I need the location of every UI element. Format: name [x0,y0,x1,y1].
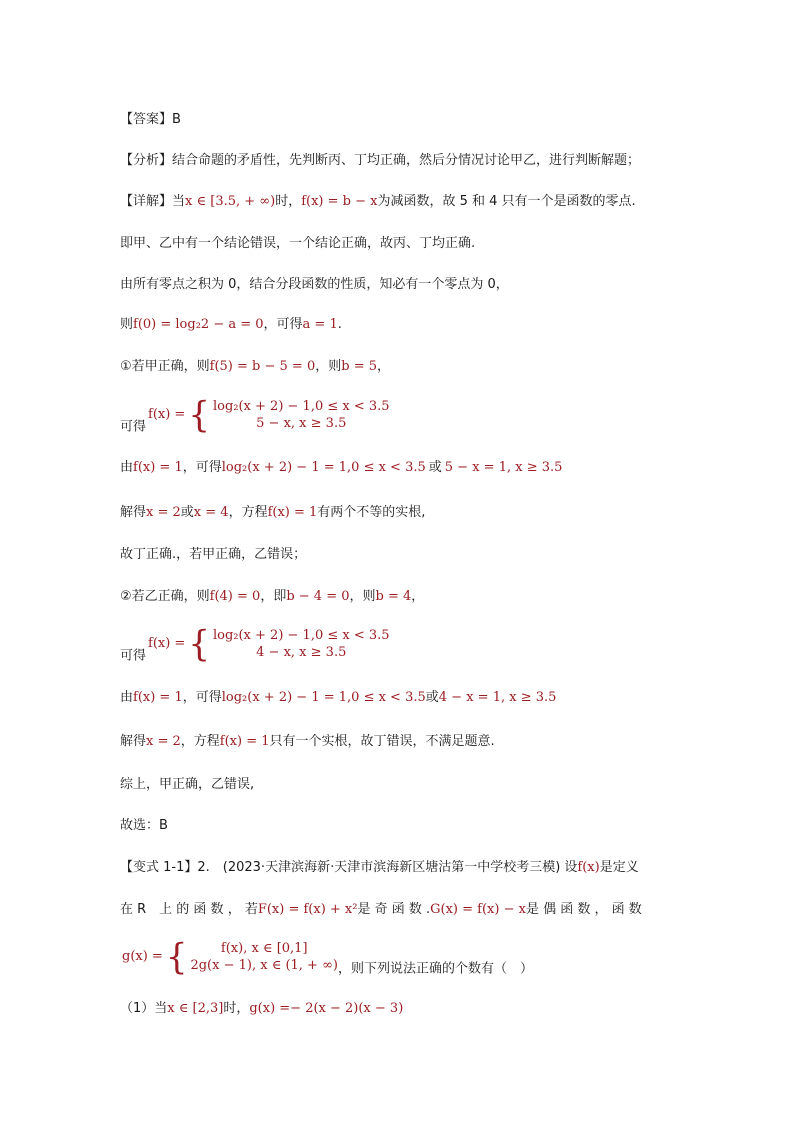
math: f(0) = log₂2 − a = 0 [133,317,264,332]
text: 是 奇 函 数 . [357,902,431,917]
math: g(x) =− 2(x − 2)(x − 3) [249,1001,404,1016]
piecewise-line [120,936,533,979]
text: 2. (2023·天津滨海新·天津市滨海新区塘沽第一中学校考三模) 设 [197,860,578,875]
math: 5 − x = 1, x ≥ 3.5 [444,460,563,475]
case-two-line [120,588,424,606]
text: 在 R 上 的 函 数 ， 若 [120,902,258,917]
text-line [120,459,562,477]
math: f(4) = 0 [209,589,261,604]
text-line: 由所有零点之积为 0，结合分段函数的性质，知必有一个零点为 0， [120,277,509,292]
text: ②若乙正确，则 [120,589,210,604]
variant-label: 【变式 1-1】 [120,860,198,875]
text: ，方程 [180,734,220,749]
math: f(x) = b − x [301,194,378,209]
math: x = 2 [146,734,181,749]
analysis-text: 结合命题的矛盾性，先判断丙、丁均正确，然后分情况讨论甲乙，进行判断解题； [172,153,641,168]
brace-icon: { [165,936,188,978]
math: G(x) = f(x) − x [430,902,526,917]
text: . [337,317,342,332]
text: 或 [428,460,442,475]
math: f(x) = [148,636,186,651]
text: ，可得 [182,460,222,475]
text: ，则下列说法正确的个数有（ ） [337,961,533,977]
math: b = 4 [375,589,412,604]
piecewise-function [148,623,390,665]
text: ，则 [349,589,376,604]
text: 是定义 [599,860,639,875]
case-one-line [120,358,390,376]
math: log₂(x + 2) − 1,0 ≤ x < 3.5 [212,399,390,414]
math: f(x) = 1 [267,505,318,520]
text: （1）当 [120,1001,168,1016]
math: x = 4 [193,505,229,520]
text-line [120,504,425,522]
text: 可得 [120,648,147,664]
analysis-line [120,152,640,170]
text: ①若甲正确，则 [120,359,210,374]
text-line: 即甲、乙中有一个结论错误，一个结论正确，故丙、丁均正确. [120,236,476,251]
analysis-label: 【分析】 [120,153,173,168]
math: 4 − x, x ≥ 3.5 [256,645,347,660]
text-line [120,316,342,334]
math: b = 5 [341,359,377,374]
text: ，即 [260,589,287,604]
piecewise-line [120,623,390,666]
piecewise-function [148,394,390,436]
detail-line [120,193,636,211]
math: 5 − x, x ≥ 3.5 [256,416,347,431]
text: 有两个不等的实根, [317,505,426,520]
text: 时， [275,194,302,209]
text: 或 [425,690,439,705]
text: ， [411,589,425,604]
text: 解得 [120,734,147,749]
math: b − 4 = 0 [286,589,350,604]
text: ， [376,359,390,374]
math: f(x) = [148,407,186,422]
answer-value: B [172,112,181,127]
text: 是 偶 函 数 ， 函 数 [525,902,642,917]
text: 则 [120,317,134,332]
math: x ∈ [3.5, + ∞) [185,194,276,209]
math: 2g(x − 1), x ∈ (1, + ∞) [190,958,338,973]
brace-icon: { [188,394,210,436]
math: f(x), x ∈ [0,1] [220,941,308,956]
text-line [120,689,556,707]
math: g(x) = [122,949,163,964]
text-line: 故选：B [120,818,168,833]
answer-line [120,111,181,129]
text: 只有一个实根，故丁错误，不满足题意. [269,734,495,749]
text-line [120,901,642,919]
math: log₂(x + 2) − 1,0 ≤ x < 3.5 [212,628,390,643]
math: F(x) = f(x) + x² [257,902,358,917]
detail-label: 【详解】 [120,194,173,209]
text: 由 [120,690,134,705]
variant-question-line [120,859,639,877]
math: a = 1 [302,317,338,332]
text: 解得 [120,505,147,520]
math: log₂(x + 2) − 1 = 1,0 ≤ x < 3.5 [221,460,426,475]
text-line: 综上，甲正确，乙错误, [120,777,255,792]
text-line: 故丁正确.，若甲正确，乙错误； [120,547,307,562]
text: 为减函数，故 5 和 4 只有一个是函数的零点. [377,194,636,209]
math: log₂(x + 2) − 1 = 1,0 ≤ x < 3.5 [221,690,426,705]
math: f(x) [577,860,600,875]
math: f(x) = 1 [219,734,270,749]
math: 4 − x = 1, x ≥ 3.5 [438,690,557,705]
brace-icon: { [188,623,210,665]
text: 当 [172,194,186,209]
text-line [120,1000,403,1018]
text: 或 [180,505,194,520]
math: f(5) = b − 5 = 0 [209,359,316,374]
piecewise-line [120,394,390,437]
text: ，则 [315,359,342,374]
text-line [120,733,495,751]
piecewise-function [122,936,338,978]
math: f(x) = 1 [133,690,183,705]
answer-label: 【答案】 [120,112,173,127]
text: ，可得 [182,690,222,705]
text: 由 [120,460,134,475]
math: f(x) = 1 [133,460,183,475]
text: ，方程 [228,505,268,520]
math: x ∈ [2,3] [167,1001,224,1016]
math: x = 2 [146,505,181,520]
text: 时， [223,1001,250,1016]
text: 可得 [120,419,147,435]
text: ，可得 [263,317,303,332]
